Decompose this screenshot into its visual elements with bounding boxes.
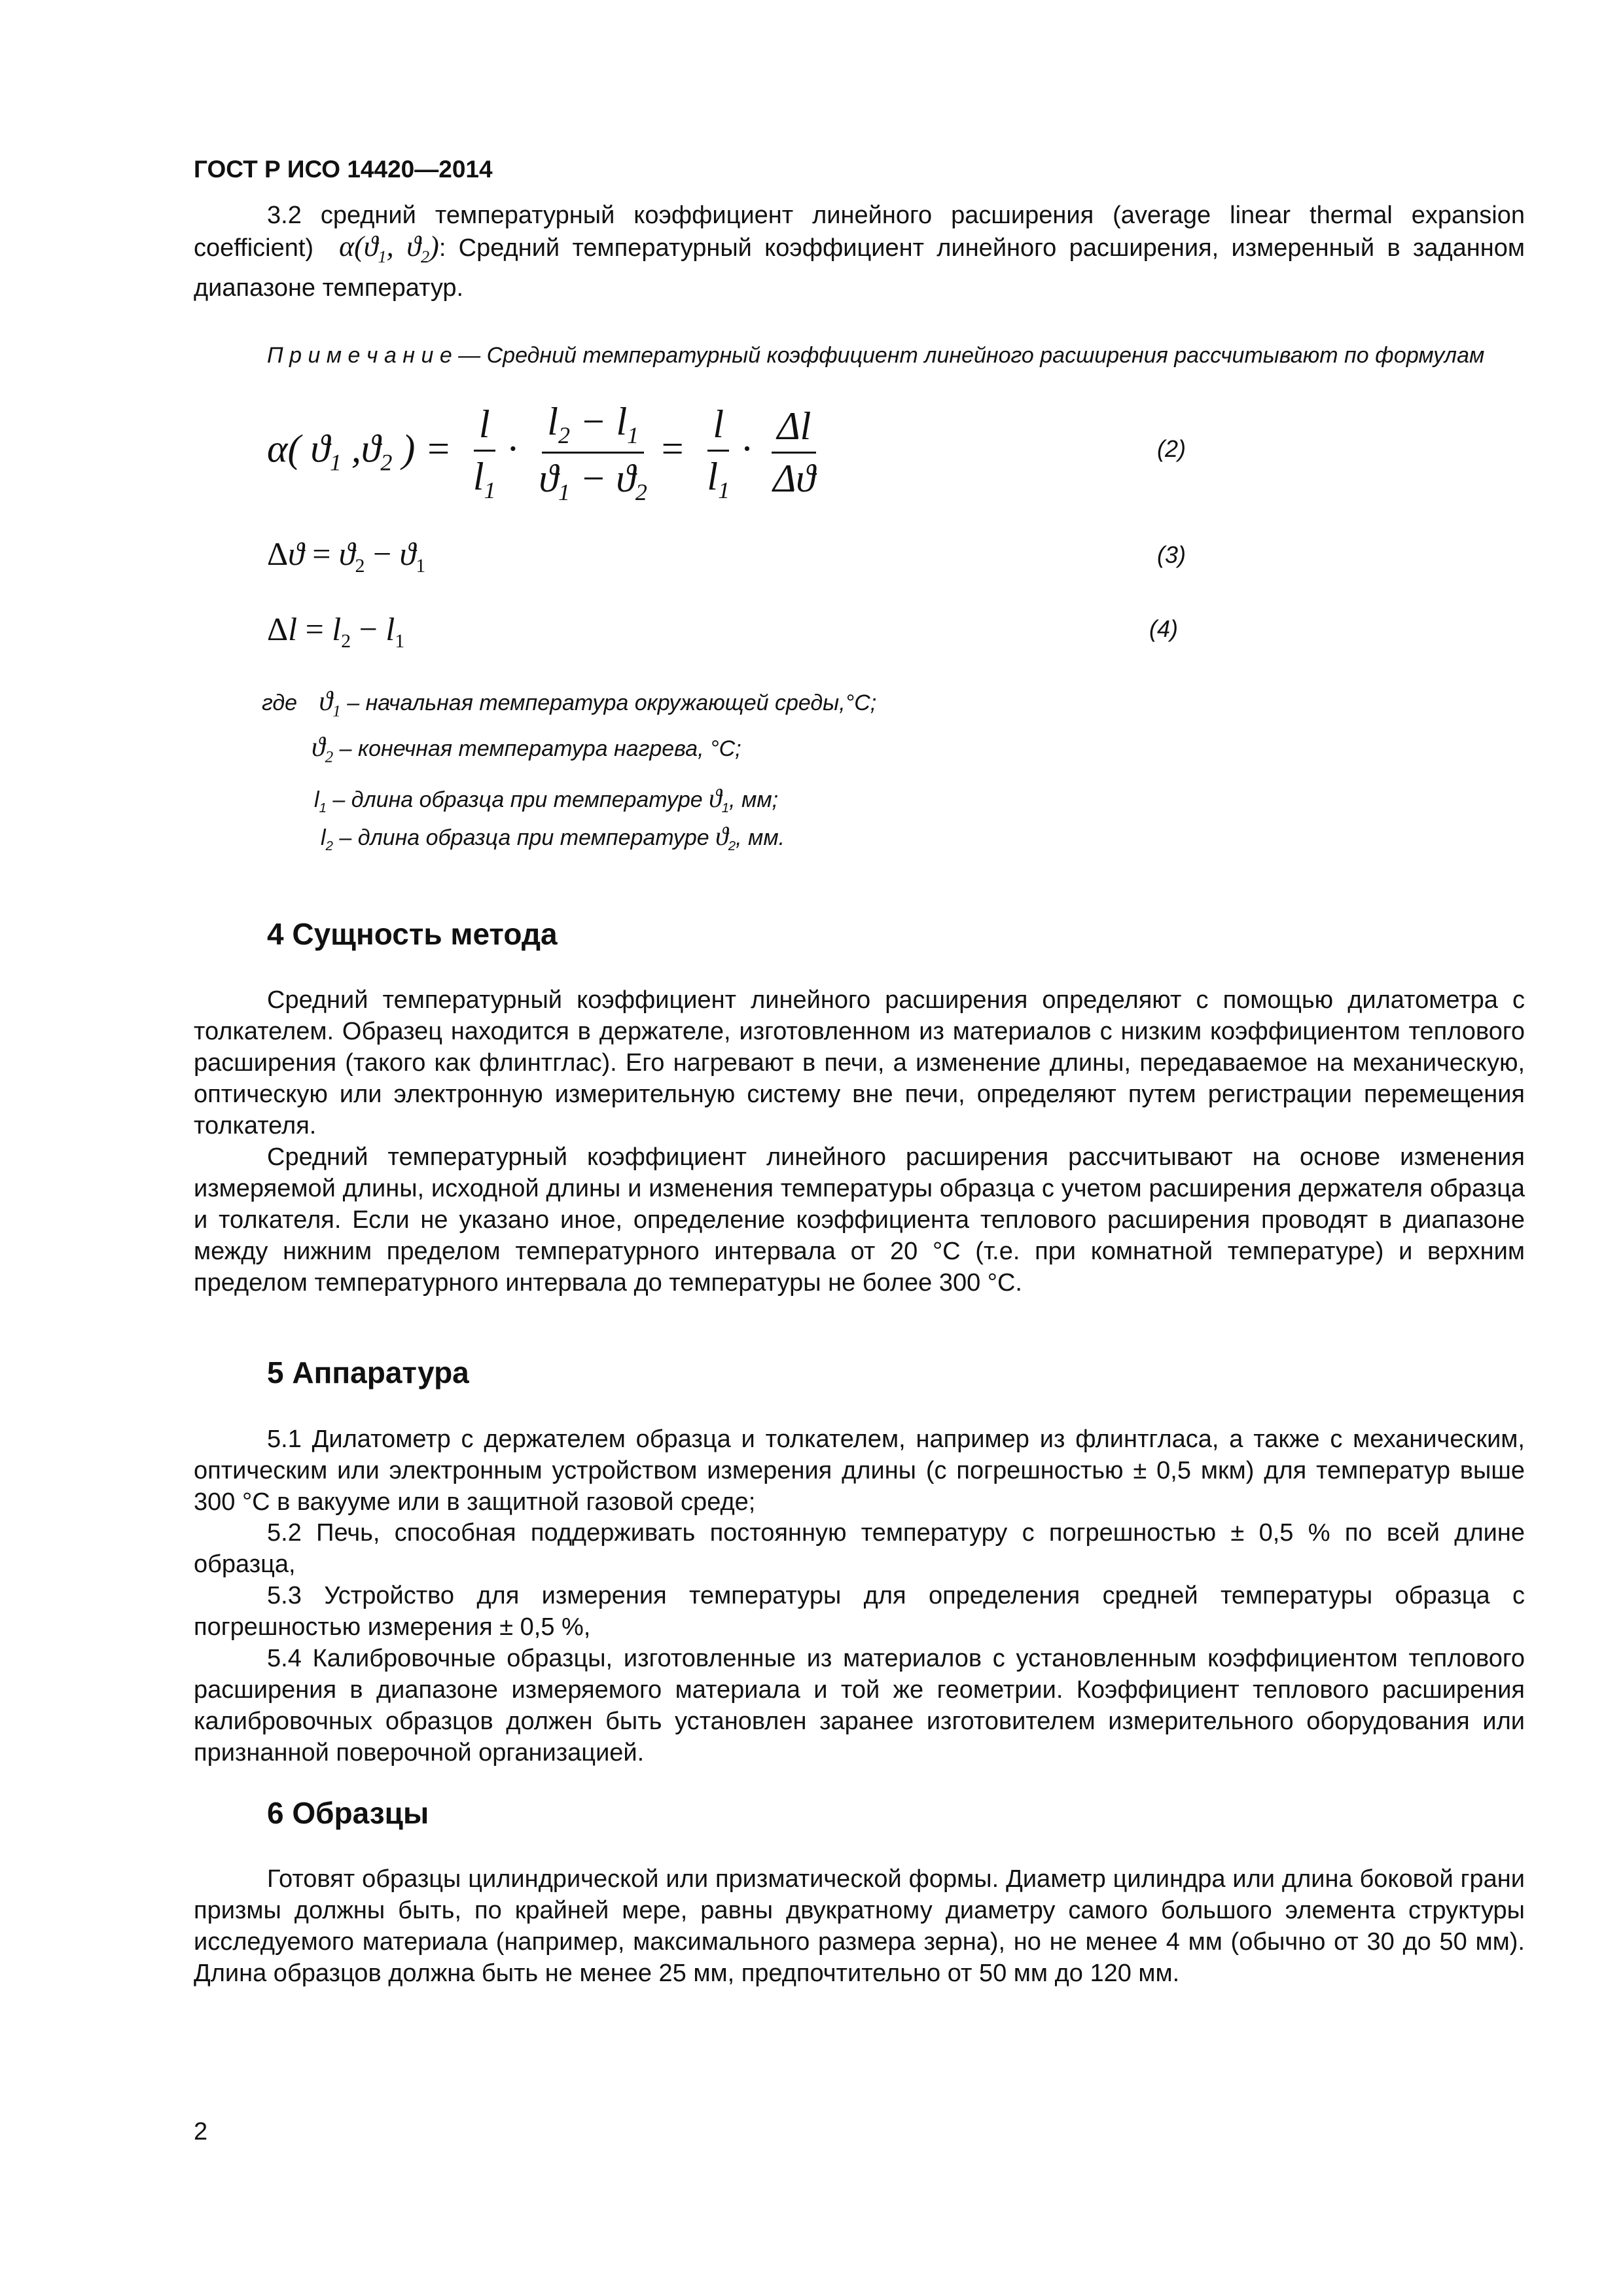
section-6-title: 6 Образцы — [267, 1796, 429, 1830]
where-l1: $l_1$ – длина образца при температуре $ϑ_1$, мм; — [314, 783, 779, 816]
document-header: ГОСТ Р ИСО 14420—2014 — [194, 156, 493, 183]
theta2-description: – конечная температура нагрева, °C; — [339, 736, 741, 761]
section-5-paragraph-3: 5.3 Устройство для измерения температуры для определения средней температуры образца с погрешностью измерения ± 0,5 %, — [194, 1582, 1525, 1641]
l2-description: – длина образца при температуре — [332, 825, 716, 850]
section-5-paragraph-2: 5.2 Печь, способная поддерживать постоянную температуру с погрешностью ± 0,5 % по всей длине образца, — [194, 1519, 1525, 1578]
page-number: 2 — [194, 2118, 208, 2145]
section-4-paragraph-2: Средний температурный коэффициент линейного расширения рассчитывают на основе изменения измеряемой длины, исходной длины и изменения температуры образца с учетом расширения держателя образца и толкателя. Если не указано иное, определение коэффициента теплового расширения проводят в диапазоне между нижним пределом температурного интервала от 20 °C (т.е. при комнатной температуре) и верхним пределом температурного интервала до температуры не более 300 °C. — [194, 1143, 1525, 1297]
definition-3-2 — [194, 200, 1525, 304]
l1-unit: , мм; — [729, 787, 779, 812]
l2-symbol: $l_2$ — [321, 825, 333, 853]
definition-text: : Средний температурный коэффициент линейного расширения, измеренный в заданном диапазоне температур. — [194, 234, 1525, 302]
note — [194, 342, 1525, 369]
note-label: П р и м е ч а н и е — [267, 343, 452, 368]
where-lead: где — [262, 691, 298, 715]
alpha-symbol: $\alpha(ϑ_1$, $ϑ_2$) — [326, 230, 439, 266]
where-theta1 — [262, 686, 876, 721]
formula-2: α( $ϑ_1$ $,ϑ_2$ ) = $\frac{l}{l_1}$ · $\frac{l_2 - l_1}{ϑ_1 - ϑ_2}$ = $\frac{l}{l_1}$ · $\frac{\Delta l}{\Delta ϑ}$ — [267, 400, 815, 505]
l1-symbol: $l_1$ — [314, 787, 327, 816]
formula-3-number: (3) — [1157, 541, 1186, 568]
section-5-paragraph-4: 5.4 Калибровочные образцы, изготовленные из материалов с установленным коэффициентом теплового расширения в диапазоне измеряемого материала и той же геометрии. Коэффициент теплового расширения калибровочных образцов должен быть установлен заранее изготовителем измерительного оборудования или признанной поверочной организацией. — [194, 1645, 1525, 1767]
note-text: — Средний температурный коэффициент линейного расширения рассчитывают по формулам — [452, 343, 1485, 368]
definition-term: 3.2 средний температурный коэффициент линейного расширения (average linear thermal expansion coefficient) — [194, 202, 1525, 262]
section-6-paragraph-1: Готовят образцы цилиндрической или призматической формы. Диаметр цилиндра или длина боковой грани призмы должны быть, по крайней мере, равны двукратному диаметру самого большого элемента структуры исследуемого материала (например, максимального размера зерна), но не менее 4 мм (обычно от 30 до 50 мм). Длина образцов должна быть не менее 25 мм, предпочтительно от 50 мм до 120 мм. — [194, 1865, 1525, 1987]
theta1-description: – начальная температура окружающей среды,°C; — [347, 691, 877, 715]
where-l2: $l_2$ – длина образца при температуре $ϑ_2$, мм. — [321, 821, 785, 853]
theta1-symbol: $ϑ_1$ — [319, 687, 341, 721]
section-5-title: 5 Аппаратура — [267, 1355, 469, 1390]
formula-4: $\Delta l = l_2 - l_1$ — [267, 611, 405, 652]
section-5-paragraph-1: 5.1 Дилатометр с держателем образца и толкателем, например из флинтгласа, а также с механическим, оптическим или электронным устройством измерения длины (с погрешностью ± 0,5 мкм) для температур выше 300 °C в вакууме или в защитной газовой среде; — [194, 1426, 1525, 1516]
l2-unit: , мм. — [736, 825, 785, 850]
theta2-symbol: $ϑ_2$ — [312, 732, 334, 766]
formula-3: $\Delta ϑ = ϑ_2 - ϑ_1$ — [267, 535, 426, 577]
section-4-title: 4 Сущность метода — [267, 917, 558, 951]
section-4-paragraph-1: Средний температурный коэффициент линейного расширения определяют с помощью дилатометра с толкателем. Образец находится в держателе, изготовленном из материалов с низким коэффициентом теплового расширения (такого как флинтглас). Его нагревают в печи, а изменение длины, передаваемое на механическую, оптическую или электронную измерительную систему вне печи, определяют путем регистрации перемещения толкателя. — [194, 986, 1525, 1139]
where-theta2 — [312, 732, 741, 766]
formula-4-number: (4) — [1149, 615, 1178, 642]
l1-description: – длина образца при температуре — [326, 787, 709, 812]
formula-2-number: (2) — [1157, 435, 1186, 462]
